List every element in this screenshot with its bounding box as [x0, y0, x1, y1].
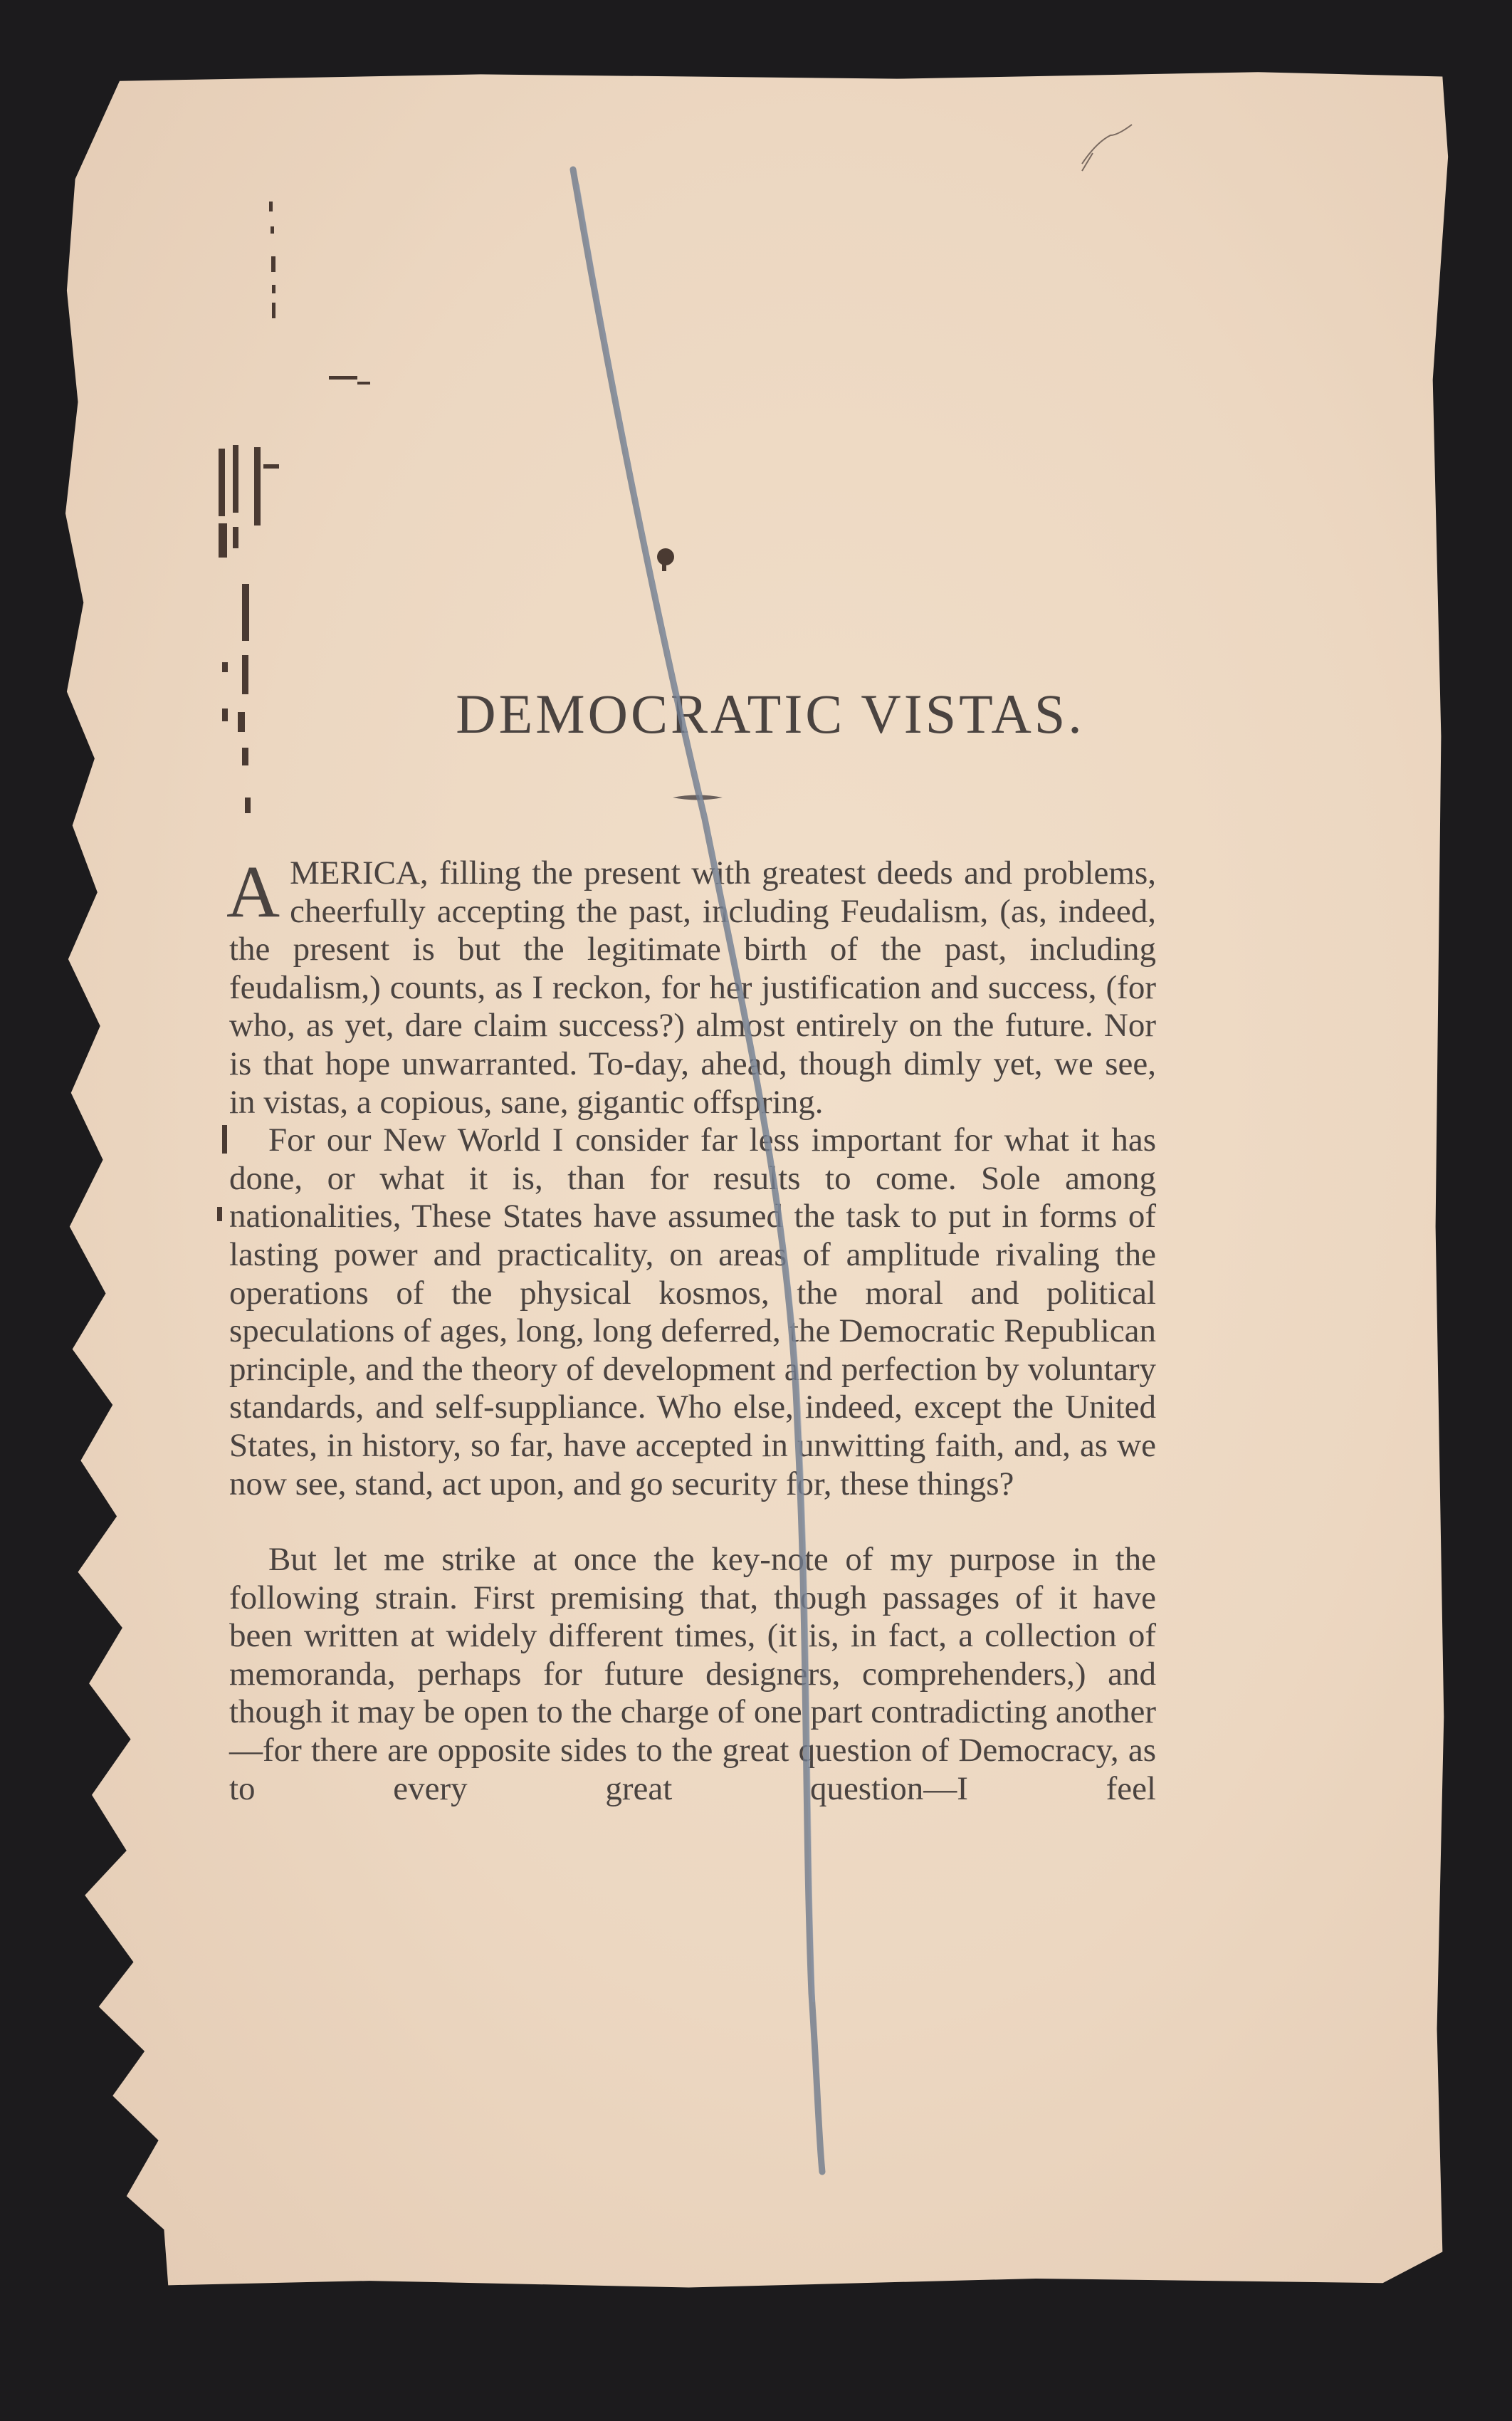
paragraph-2: For our New World I consider far less important for what it has done, or what it is, than for results to come. Sole among nationalities, These States have assumed the task to put in forms of lasting power and practicality, on areas of amplitude rivaling the operations of the physical kosmos, the moral and political speculations of ages, long, long deferred, the Democratic Republican principle, and the theory of development and perfection by voluntary standards, and self-suppliance. Who else, indeed, except the United States, in history, so far, have accepted in unwitting faith, and, as we now see, stand, act upon, and go security for, these things?	[229, 1121, 1156, 1502]
document-title: DEMOCRATIC VISTAS.	[456, 683, 1085, 745]
drop-cap: A	[226, 851, 280, 933]
paragraph-3: But let me strike at once the key-note of my purpose in the following strain. First premising that, though passages of it have been written at widely different times, (it is, in fact, a collection of memoranda, perhaps for future designers, comprehenders,) and though it may be open to the charge of one part contradicting another—for there are opposite sides to the great question of Democracy, as to every great question—I feel	[229, 1541, 1156, 1807]
paragraph-1	[226, 851, 1156, 1121]
paragraph-1-text: MERICA, filling the present with greatest deeds and problems, cheerfully accepting the past, including Feudalism, (as, indeed, the present is but the legitimate birth of the past, including feudalism,) counts, as I reckon, for her justification and success, (for who, as yet, dare claim success?) almost entirely on the future. Nor is that hope unwarranted. To-day, ahead, though dimly yet, we see, in vistas, a copious, sane, gigantic offspring.	[229, 854, 1156, 1121]
body-text	[226, 851, 1156, 1808]
title-ornament	[673, 790, 723, 805]
